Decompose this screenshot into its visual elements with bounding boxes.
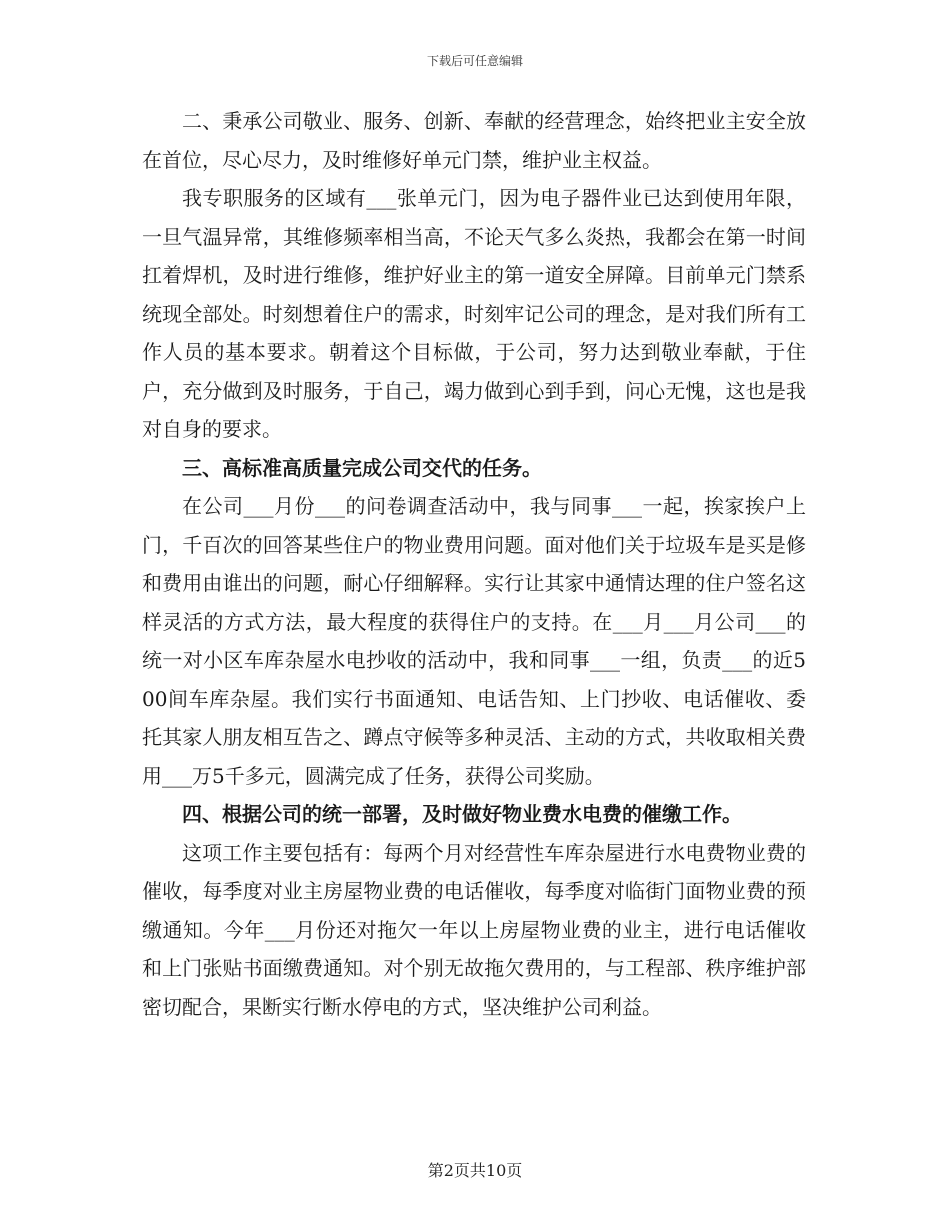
page-header: 下载后可任意编辑: [426, 54, 523, 68]
paragraph-door-maintenance: 我专职服务的区域有___张单元门，因为电子器件业已达到使用年限，一旦气温异常，其维修频率相当高，不论天气多么炎热，我都会在第一时间扛着焊机，及时进行维修，维护好业主的第一道安全屏障。目前单元门禁系统现全部处。时刻想着住户的需求，时刻牢记公司的理念，是对我们所有工作人员的基本要求。朝着这个目标做，于公司，努力达到敬业奉献，于住户，充分做到及时服务，于自己，竭力做到心到手到，问心无愧，这也是我对自身的要求。: [142, 186, 806, 441]
heading-section-four: 四、根据公司的统一部署，及时做好物业费水电费的催缴工作。: [182, 802, 742, 826]
page-footer: 第2页共10页: [427, 1161, 523, 1180]
heading-section-three: 三、高标准高质量完成公司交代的任务。: [182, 455, 542, 480]
paragraph-fee-collection: 这项工作主要包括有：每两个月对经营性车库杂屋进行水电费物业费的催收，每季度对业主房屋物业费的电话催收，每季度对临街门面物业费的预缴通知。今年___月份还对拖欠一年以上房屋物业费的业主，进行电话催收和上门张贴书面缴费通知。对个别无故拖欠费用的，与工程部、秩序维护部密切配合，果断实行断水停电的方式，坚决维护公司利益。: [142, 840, 806, 1019]
document-body: [142, 102, 806, 1026]
paragraph-section-two: 二、秉承公司敬业、服务、创新、奉献的经营理念，始终把业主安全放在首位，尽心尽力，及时维修好单元门禁，维护业主权益。: [142, 109, 806, 172]
paragraph-survey-and-collection: 在公司___月份___的问卷调查活动中，我与同事___一起，挨家挨户上门，千百次的回答某些住户的物业费用问题。面对他们关于垃圾车是买是修和费用由谁出的问题，耐心仔细解释。实行让其家中通情达理的住户签名这样灵活的方式方法，最大程度的获得住户的支持。在___月___月公司___的统一对小区车库杂屋水电抄收的活动中，我和同事___一组，负责___的近500间车库杂屋。我们实行书面通知、电话告知、上门抄收、电话催收、委托其家人朋友相互告之、蹲点守候等多种灵活、主动的方式，共收取相关费用___万5千多元，圆满完成了任务，获得公司奖励。: [142, 494, 806, 788]
